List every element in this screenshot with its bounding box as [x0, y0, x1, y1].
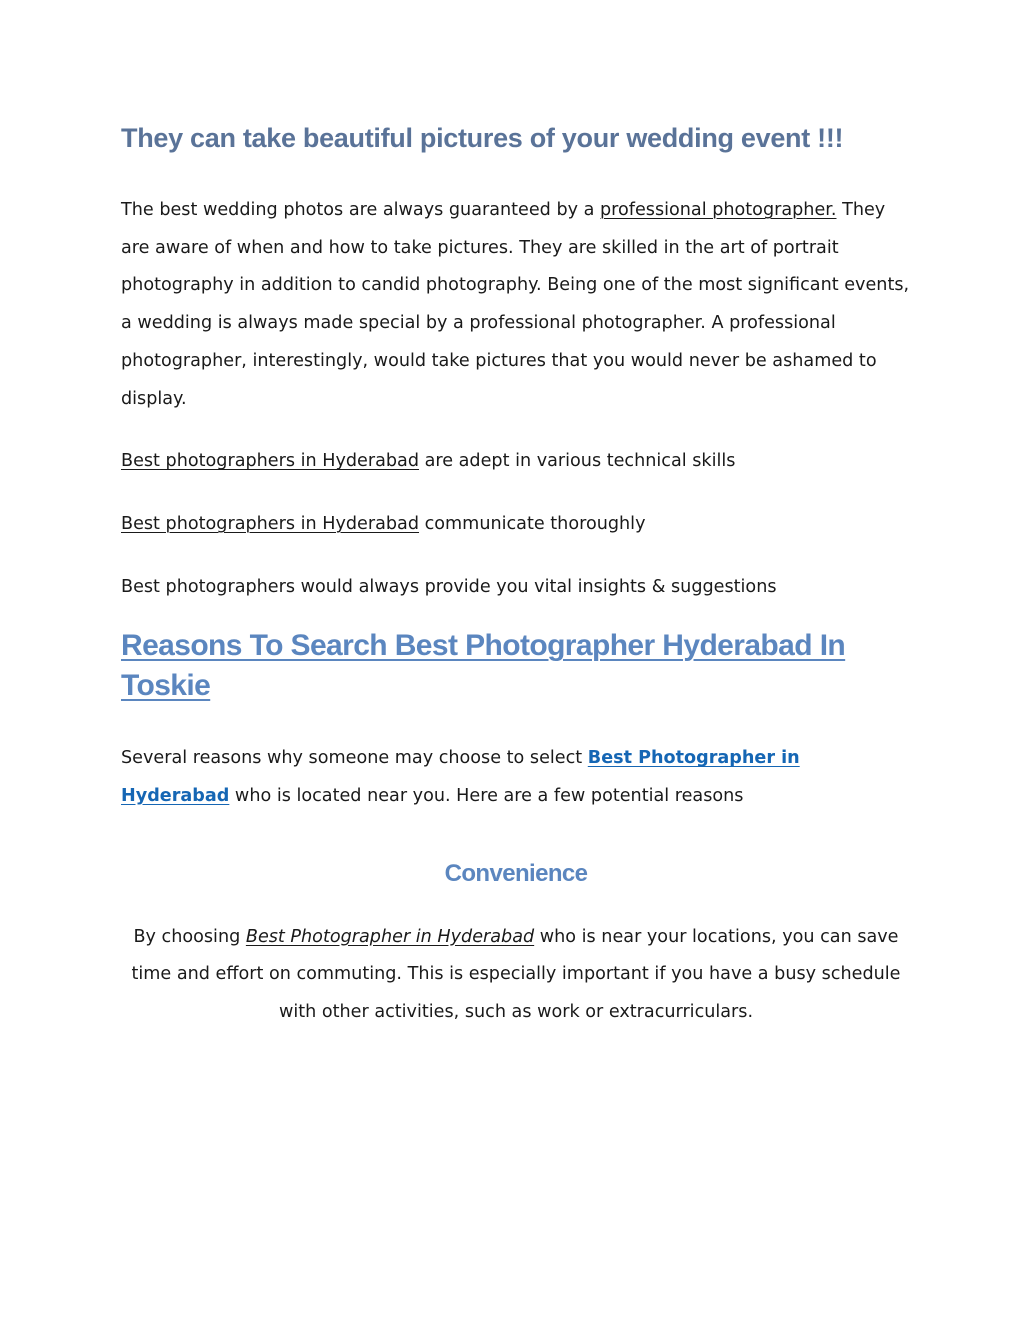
intro-text-rest: They are aware of when and how to take pictures. They are skilled in the art of portrait photography in addition to candid photography. Being one of the most significant events, a wedding is always made special by a professional photographer. A professional photographer, interestingly, would take pictures that you would never be ashamed to display. — [121, 200, 910, 409]
reasons-paragraph — [121, 740, 911, 815]
convenience-text-rest: who is near your locations, you can save time and effort on commuting. This is especially important if you have a busy schedule with other activities, such as work or extracurriculars. — [131, 926, 901, 1023]
document-content — [121, 118, 911, 1032]
intro-text-start: The best wedding photos are always guaranteed by a — [121, 200, 600, 220]
convenience-photographer-link[interactable]: Best Photographer in Hyderabad — [245, 926, 535, 947]
best-photographers-link-2[interactable]: Best photographers in Hyderabad — [121, 513, 420, 534]
convenience-heading: Convenience — [444, 859, 588, 887]
point-communicate-text: communicate thoroughly — [419, 513, 646, 534]
point-insights: Best photographers would always provide you vital insights & suggestions — [121, 576, 777, 597]
point-technical-skills — [121, 443, 911, 481]
professional-photographer-link[interactable]: professional photographer. — [600, 200, 837, 220]
best-photographer-hyderabad-link[interactable]: Best Photographer in Hyderabad — [121, 748, 800, 807]
convenience-paragraph — [121, 919, 911, 1032]
point-technical-skills-text: are adept in various technical skills — [419, 451, 736, 472]
point-communicate — [121, 506, 911, 544]
intro-paragraph — [121, 192, 911, 418]
page-title: They can take beautiful pictures of your wedding event !!! — [121, 123, 844, 153]
reasons-heading-link[interactable]: Reasons To Search Best Photographer Hyderabad In Toskie — [121, 629, 846, 703]
convenience-text-start: By choosing — [133, 926, 246, 947]
best-photographers-link-1[interactable]: Best photographers in Hyderabad — [121, 451, 420, 472]
reasons-text-start: Several reasons why someone may choose to select — [121, 748, 588, 769]
reasons-text-rest: who is located near you. Here are a few potential reasons — [229, 786, 744, 807]
